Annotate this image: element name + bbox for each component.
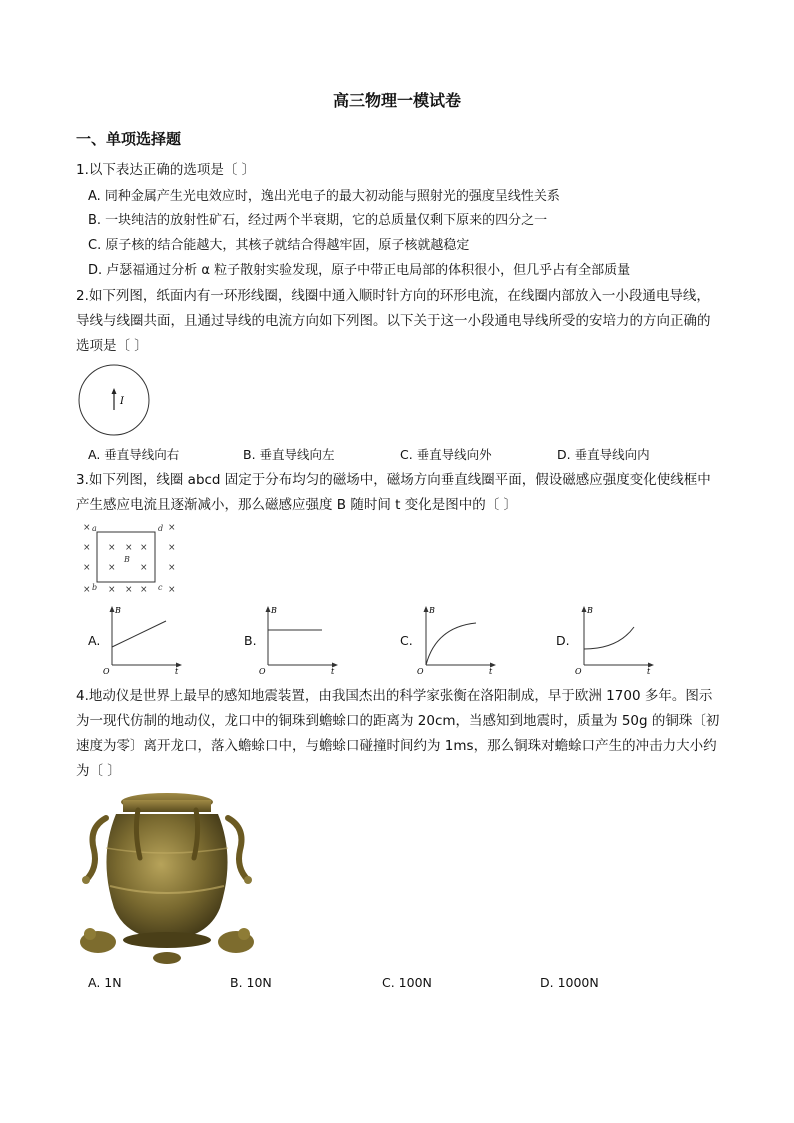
page-title: 高三物理一模试卷 xyxy=(332,91,461,110)
svg-text:×: × xyxy=(125,585,133,594)
graph-c xyxy=(414,603,498,675)
svg-text:t: t xyxy=(647,667,651,675)
svg-text:×: × xyxy=(168,523,176,533)
current-label: I xyxy=(120,396,124,407)
question-2-option-a: A. 垂直导线向右 xyxy=(88,447,180,462)
svg-text:×: × xyxy=(108,543,116,553)
question-2-stem: 2.如下列图，纸面内有一环形线圈，线圈中通入顺时针方向的环形电流，在线圈内部放入一小段通电导线，导线与线圈共面，且通过导线的电流方向如下列图。以下关于这一小段通电导线所受的安培力的方向正确的选项是〔 〕 xyxy=(76,288,711,354)
svg-text:b: b xyxy=(92,583,98,592)
graph-a-label: A. xyxy=(88,633,101,648)
svg-text:×: × xyxy=(108,585,116,594)
section-heading: 一、单项选择题 xyxy=(76,130,182,148)
graph-a xyxy=(100,603,184,675)
question-2-option-d: D. 垂直导线向内 xyxy=(557,447,650,462)
svg-text:×: × xyxy=(83,523,91,533)
svg-text:a: a xyxy=(92,524,97,533)
svg-text:c: c xyxy=(158,583,163,592)
svg-text:B: B xyxy=(124,555,130,564)
svg-text:d: d xyxy=(158,524,164,533)
svg-text:×: × xyxy=(83,543,91,553)
svg-text:×: × xyxy=(83,585,91,594)
question-1-stem: 1.以下表达正确的选项是〔 〕 xyxy=(76,162,256,178)
question-1-option-b: B. 一块纯洁的放射性矿石，经过两个半衰期，它的总质量仅剩下原来的四分之一 xyxy=(88,213,548,228)
svg-text:×: × xyxy=(140,563,148,573)
question-1-option-d: D. 卢瑟福通过分析 α 粒子散射实验发现，原子中带正电局部的体积很小，但几乎占有全部质量 xyxy=(88,263,631,278)
question-1-option-a: A. 同种金属产生光电效应时，逸出光电子的最大初动能与照射光的强度呈线性关系 xyxy=(88,189,560,204)
svg-text:×: × xyxy=(140,543,148,553)
svg-text:×: × xyxy=(83,563,91,573)
svg-text:t: t xyxy=(331,667,335,675)
question-4-option-b: B. 10N xyxy=(230,975,272,990)
question-4-stem: 4.地动仪是世界上最早的感知地震装置，由我国杰出的科学家张衡在洛阳制成，早于欧洲 1700 多年。图示为一现代仿制的地动仪，龙口中的铜珠到蟾蜍口的距离为 20cm，当感知到地震时，质量为 50g 的铜珠〔初速度为零〕离开龙口，落入蟾蜍口中，与蟾蜍口碰撞时间约为 1ms，那么铜珠对蟾蜍口产生的冲击力大小约为〔 〕 xyxy=(76,688,720,779)
graph-d-label: D. xyxy=(556,633,570,648)
svg-text:×: × xyxy=(168,543,176,553)
question-2-option-b: B. 垂直导线向左 xyxy=(243,447,335,462)
question-2-option-c: C. 垂直导线向外 xyxy=(400,447,492,462)
graph-b xyxy=(256,603,340,675)
svg-text:B: B xyxy=(429,606,435,615)
svg-text:O: O xyxy=(417,667,424,675)
graph-b-label: B. xyxy=(244,633,257,648)
question-4-option-a: A. 1N xyxy=(88,975,122,990)
seismograph-photo xyxy=(76,788,258,966)
svg-text:B: B xyxy=(587,606,593,615)
svg-text:O: O xyxy=(575,667,582,675)
graph-d xyxy=(572,603,658,675)
svg-text:B: B xyxy=(271,606,277,615)
question-4-option-d: D. 1000N xyxy=(540,975,599,990)
svg-text:×: × xyxy=(108,563,116,573)
svg-text:×: × xyxy=(168,563,176,573)
question-1-option-c: C. 原子核的结合能越大，其核子就结合得越牢固，原子核就越稳定 xyxy=(88,238,470,253)
coil-abcd-figure xyxy=(80,518,180,594)
svg-text:×: × xyxy=(168,585,176,594)
svg-text:B: B xyxy=(115,606,121,615)
svg-text:t: t xyxy=(175,667,179,675)
graph-c-label: C. xyxy=(400,633,413,648)
svg-text:O: O xyxy=(103,667,110,675)
svg-text:t: t xyxy=(489,667,493,675)
coil-figure xyxy=(76,362,152,438)
svg-text:×: × xyxy=(140,585,148,594)
question-3-stem: 3.如下列图，线圈 abcd 固定于分布均匀的磁场中，磁场方向垂直线圈平面，假设磁感应强度变化使线框中产生感应电流且逐渐减小，那么磁感应强度 B 随时间 t 变化是图中的〔 〕 xyxy=(76,472,711,513)
svg-text:×: × xyxy=(125,543,133,553)
question-4-option-c: C. 100N xyxy=(382,975,432,990)
svg-text:O: O xyxy=(259,667,266,675)
